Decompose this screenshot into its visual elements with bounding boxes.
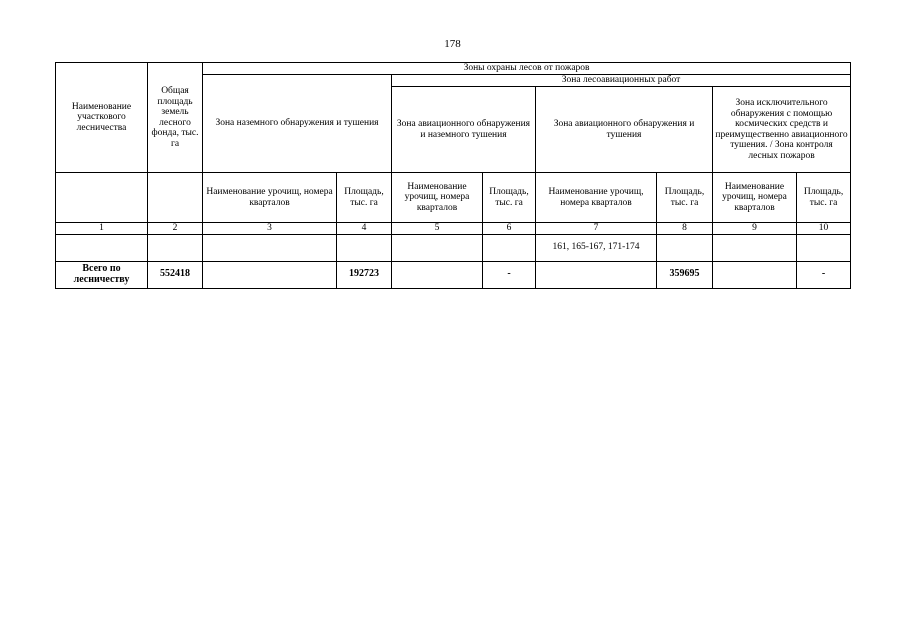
total-exclusive-zone-value: -	[797, 261, 851, 288]
header-forestry-name: Наименование участкового лесничества	[56, 63, 148, 173]
fire-zones-table	[55, 62, 851, 289]
table-cell	[713, 234, 797, 261]
header-ground-zone: Зона наземного обнаружения и тушения	[203, 75, 392, 173]
header-forest-aviation-zone: Зона лесоавиационных работ	[392, 75, 851, 87]
table-cell	[483, 234, 536, 261]
total-ground-zone-value: 192723	[337, 261, 392, 288]
page-number: 178	[444, 38, 461, 50]
table-cell	[713, 261, 797, 288]
header-exclusive-zone: Зона исключительного обнаружения с помощью космических средств и преимущественно авиационного тушения. / Зона контроля лесных пожаров	[713, 87, 851, 173]
column-number: 2	[148, 223, 203, 235]
column-number: 7	[536, 223, 657, 235]
header-col5: Наименование урочищ, номера кварталов	[392, 173, 483, 223]
total-aviation-zone-value: 359695	[657, 261, 713, 288]
table-cell	[536, 261, 657, 288]
table-cell: 161, 165-167, 171-174	[536, 234, 657, 261]
header-aviation-zone: Зона авиационного обнаружения и тушения	[536, 87, 713, 173]
header-total-area: Общая площадь земель лесного фонда, тыс. га	[148, 63, 203, 173]
header-col1-blank	[56, 173, 148, 223]
header-fire-protection-zones: Зоны охраны лесов от пожаров	[203, 63, 851, 75]
total-row	[56, 261, 851, 288]
table-cell	[337, 234, 392, 261]
header-col4: Площадь, тыс. га	[337, 173, 392, 223]
header-col8: Площадь, тыс. га	[657, 173, 713, 223]
table-cell	[657, 234, 713, 261]
column-number: 9	[713, 223, 797, 235]
table-cell	[392, 261, 483, 288]
table-cell	[203, 234, 337, 261]
header-col10: Площадь, тыс. га	[797, 173, 851, 223]
header-col2-blank	[148, 173, 203, 223]
table-cell	[148, 234, 203, 261]
header-col7: Наименование урочищ, номера кварталов	[536, 173, 657, 223]
column-number: 8	[657, 223, 713, 235]
table-cell	[392, 234, 483, 261]
table-cell	[203, 261, 337, 288]
column-number: 6	[483, 223, 536, 235]
column-number: 5	[392, 223, 483, 235]
column-numbers-row	[56, 223, 851, 235]
column-number: 4	[337, 223, 392, 235]
total-aviation-ground-zone-value: -	[483, 261, 536, 288]
total-label: Всего по лесничеству	[56, 261, 148, 288]
header-aviation-ground-zone: Зона авиационного обнаружения и наземного тушения	[392, 87, 536, 173]
total-area-value: 552418	[148, 261, 203, 288]
column-number: 1	[56, 223, 148, 235]
table-cell	[56, 234, 148, 261]
header-col9: Наименование урочищ, номера кварталов	[713, 173, 797, 223]
table-cell	[797, 234, 851, 261]
column-number: 10	[797, 223, 851, 235]
header-col3: Наименование урочищ, номера кварталов	[203, 173, 337, 223]
table-row	[56, 234, 851, 261]
header-col6: Площадь, тыс. га	[483, 173, 536, 223]
column-number: 3	[203, 223, 337, 235]
